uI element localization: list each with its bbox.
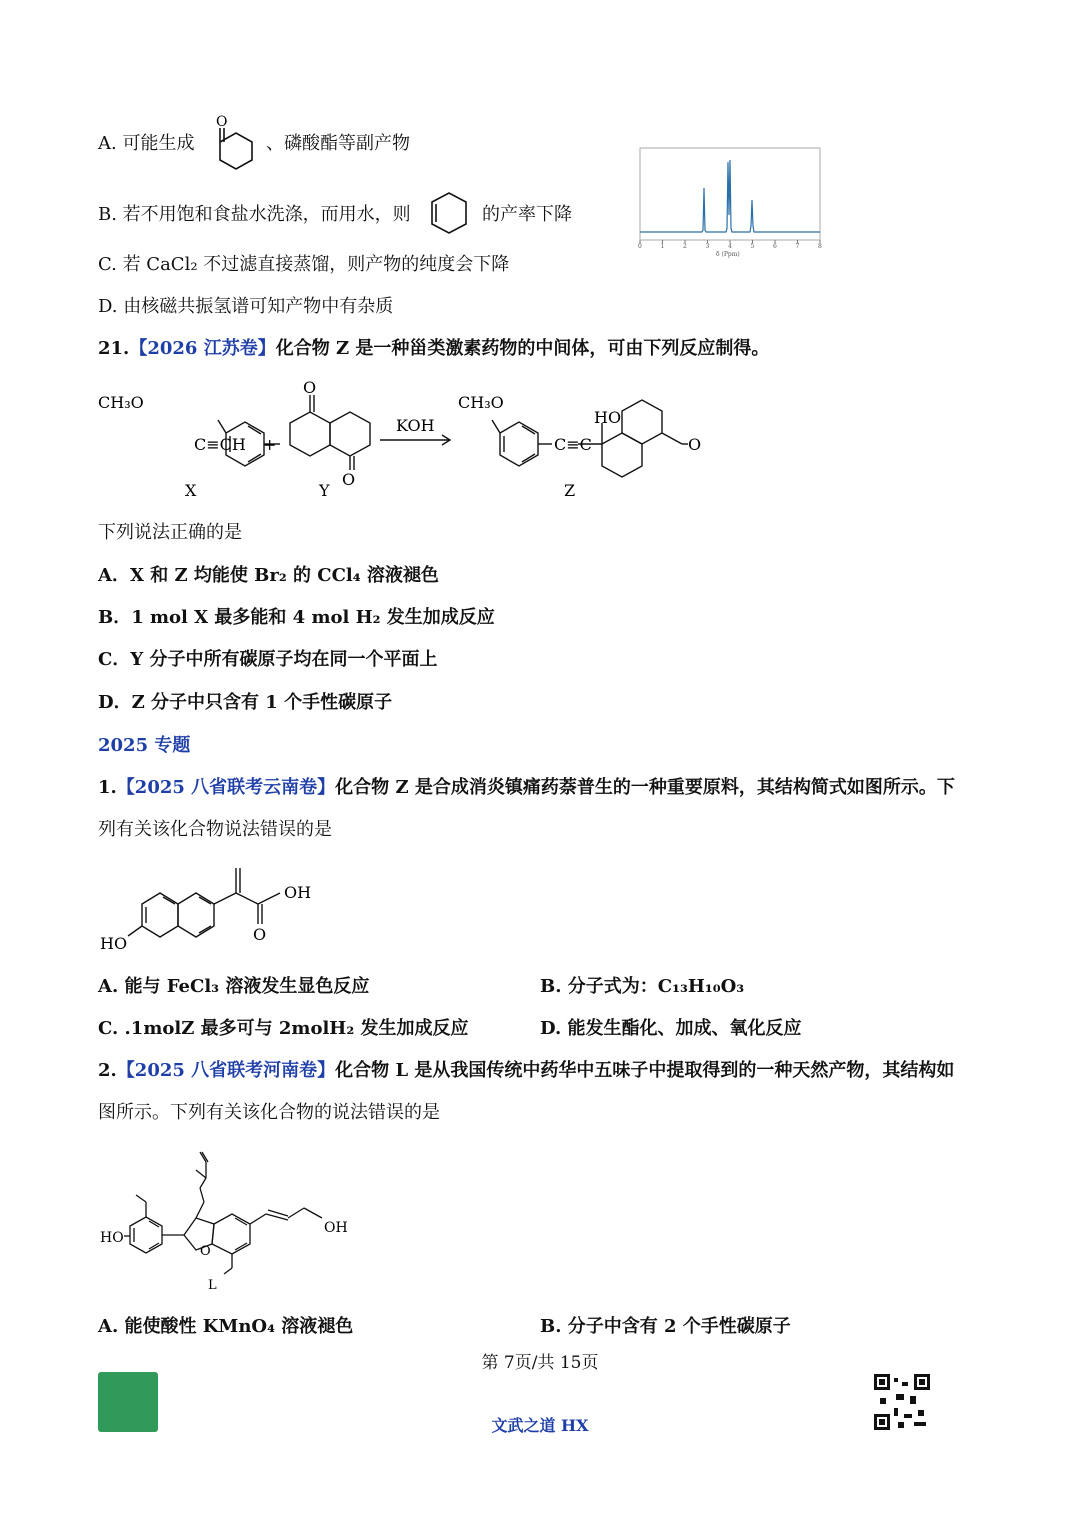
- q2-ring-o: O: [200, 1244, 211, 1259]
- q21-prompt: 下列说法正确的是: [98, 522, 242, 543]
- q1-source: 【2025 八省联考云南卷】: [116, 777, 336, 798]
- q21-option-c: C．Y 分子中所有碳原子均在同一个平面上: [98, 649, 438, 670]
- z-ho: HO: [594, 408, 622, 427]
- page-number: 第 7页/共 15页: [481, 1353, 599, 1373]
- plus-sign: +: [263, 435, 277, 454]
- q2-option-b: B. 分子中含有 2 个手性碳原子: [540, 1316, 791, 1337]
- q20-option-c: C. 若 CaCl₂ 不过滤直接蒸馏，则产物的纯度会下降: [98, 254, 510, 275]
- q1-structure: [96, 856, 336, 956]
- q20-option-a-tail: 、磷酸酯等副产物: [266, 133, 410, 154]
- q20-option-a-text: A. 可能生成: [98, 133, 195, 154]
- q21-number: 21.: [98, 338, 130, 359]
- q1-o: O: [253, 925, 267, 944]
- q2-number: 2.: [98, 1060, 117, 1081]
- x-methoxy: CH₃O: [98, 393, 144, 412]
- q21-source: 【2026 江苏卷】: [129, 338, 276, 359]
- q2-source: 【2025 八省联考河南卷】: [116, 1060, 336, 1081]
- label-y: Y: [319, 481, 330, 500]
- nmr-tick-label: 6: [773, 243, 777, 250]
- nmr-tick-label: 7: [795, 243, 800, 250]
- y-o-top: O: [303, 378, 317, 397]
- section-heading: 2025 专题: [98, 735, 191, 756]
- nmr-tick-label: 0: [638, 243, 642, 250]
- q1-stem-text: 化合物 Z 是合成消炎镇痛药萘普生的一种重要原料，其结构简式如图所示。下: [335, 777, 955, 798]
- reagent-koh: KOH: [396, 416, 435, 435]
- label-z: Z: [564, 481, 576, 500]
- q2-structure: [96, 1140, 356, 1300]
- z-alkyne: C≡C: [554, 435, 592, 454]
- nmr-tick-label: 5: [750, 243, 755, 250]
- q1-stem-line2: 列有关该化合物说法错误的是: [98, 819, 332, 840]
- q1-option-c: C. .1molZ 最多可与 2molH₂ 发生加成反应: [98, 1018, 469, 1039]
- q20-option-a: [98, 131, 194, 157]
- q1-option-b: B. 分子式为：C₁₃H₁₀O₃: [540, 976, 745, 997]
- label-x: X: [185, 481, 197, 500]
- y-o-bottom: O: [342, 470, 356, 489]
- q1-ho: HO: [100, 934, 128, 953]
- z-methoxy: CH₃O: [458, 393, 504, 412]
- nmr-x-ticks: [638, 240, 822, 250]
- q2-ho: HO: [100, 1230, 124, 1246]
- q20-option-d: D. 由核磁共振氢谱可知产物中有杂质: [98, 296, 394, 317]
- q2-stem-line1: [98, 1058, 954, 1084]
- nmr-trace: [640, 160, 820, 232]
- q20-option-b-tail: 的产率下降: [482, 204, 572, 225]
- nmr-tick-label: 1: [660, 243, 665, 250]
- q20-option-b: B. 若不用饱和食盐水洗涤，而用水，则: [98, 204, 411, 225]
- q1-option-d: D. 能发生酯化、加成、氧化反应: [540, 1018, 802, 1039]
- q2-label: L: [208, 1278, 217, 1293]
- nmr-x-label: δ (Ppm): [716, 251, 740, 258]
- q2-stem-line2: 图所示。下列有关该化合物的说法错误的是: [98, 1102, 440, 1123]
- q21-reaction-scheme: [90, 375, 730, 505]
- cyclohexanone-o: O: [216, 114, 228, 130]
- nmr-tick-label: 4: [728, 243, 732, 250]
- nmr-spectrum: [630, 140, 830, 258]
- nmr-tick-label: 8: [818, 243, 822, 250]
- q1-oh: OH: [284, 883, 312, 902]
- q21-option-b: B．1 mol X 最多能和 4 mol H₂ 发生加成反应: [98, 607, 495, 628]
- q1-option-a: A. 能与 FeCl₃ 溶液发生显色反应: [98, 976, 370, 997]
- q2-option-a: A. 能使酸性 KMnO₄ 溶液褪色: [98, 1316, 354, 1337]
- q21-stem: [98, 336, 769, 362]
- q1-number: 1.: [98, 777, 117, 798]
- q2-oh: OH: [324, 1220, 348, 1236]
- q2-stem-text: 化合物 L 是从我国传统中药华中五味子中提取得到的一种天然产物，其结构如: [335, 1060, 955, 1081]
- q21-option-d: D．Z 分子中只含有 1 个手性碳原子: [98, 692, 393, 713]
- nmr-tick-label: 2: [683, 243, 687, 250]
- cyclohexene-structure: [420, 188, 478, 242]
- q1-stem-line1: [98, 775, 955, 801]
- brand-label: 文武之道 HX: [491, 1416, 589, 1435]
- q21-stem-text: 化合物 Z 是一种甾类激素药物的中间体，可由下列反应制得。: [275, 338, 770, 359]
- x-alkyne: C≡CH: [194, 435, 246, 454]
- cyclohexanone-structure: [200, 114, 270, 180]
- nmr-tick-label: 3: [705, 243, 710, 250]
- z-o: O: [688, 435, 702, 454]
- q21-option-a: A．X 和 Z 均能使 Br₂ 的 CCl₄ 溶液褪色: [98, 565, 439, 586]
